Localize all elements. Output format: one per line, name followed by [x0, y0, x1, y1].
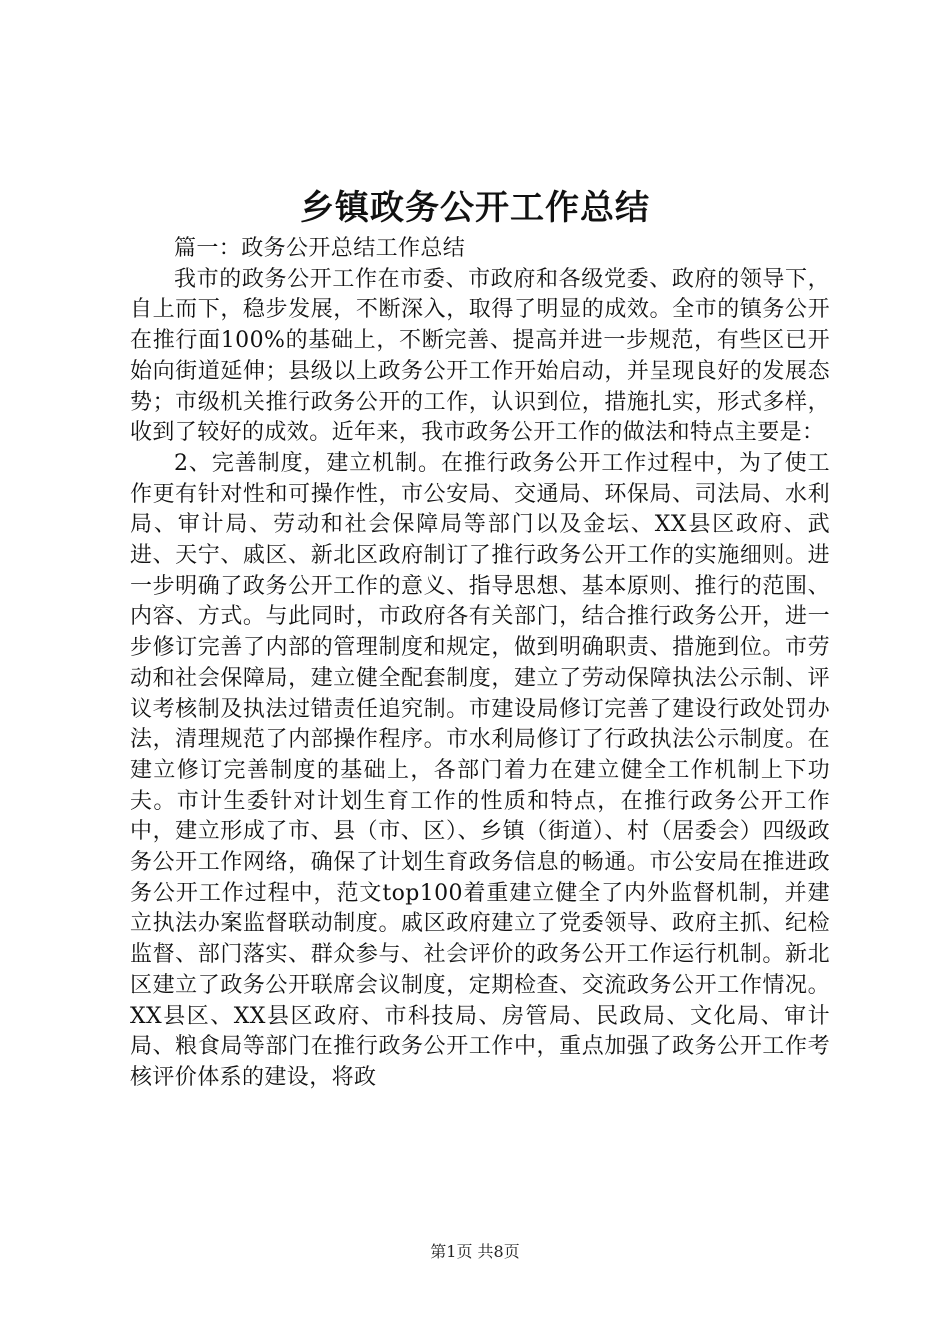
document-body	[130, 234, 830, 1094]
document-title: 乡镇政务公开工作总结	[300, 188, 650, 228]
paragraph-system: 2、完善制度，建立机制。在推行政务公开工作过程中，为了使工作更有针对性和可操作性，市公安局、交通局、环保局、司法局、水利局、审计局、劳动和社会保障局等部门以及金坛、XX县区政府、武进、天宁、戚区、新北区政府制订了推行政务公开工作的实施细则。进一步明确了政务公开工作的意义、指导思想、基本原则、推行的范围、内容、方式。与此同时，市政府各有关部门，结合推行政务公开，进一步修订完善了内部的管理制度和规定，做到明确职责、措施到位。市劳动和社会保障局，建立健全配套制度，建立了劳动保障执法公示制、评议考核制及执法过错责任追究制。市建设局修订完善了建设行政处罚办法，清理规范了内部操作程序。市水利局修订了行政执法公示制度。在建立修订完善制度的基础上，各部门着力在建立健全工作机制上下功夫。市计生委针对计划生育工作的性质和特点，在推行政务公开工作中，建立形成了市、县（市、区）、乡镇（街道）、村（居委会）四级政务公开工作网络，确保了计划生育政务信息的畅通。市公安局在推进政务公开工作过程中，范文top100着重建立健全了内外监督机制，并建立执法办案监督联动制度。戚区政府建立了党委领导、政府主抓、纪检监督、部门落实、群众参与、社会评价的政务公开工作运行机制。新北区建立了政务公开联席会议制度，定期检查、交流政务公开工作情况。XX县区、XX县区政府、市科技局、房管局、民政局、文化局、审计局、粮食局等部门在推行政务公开工作中，重点加强了政务公开工作考核评价体系的建设，将政	[130, 450, 830, 1090]
section-heading: 篇一：政务公开总结工作总结	[174, 236, 466, 261]
paragraph-intro: 我市的政务公开工作在市委、市政府和各级党委、政府的领导下，自上而下，稳步发展，不断深入，取得了明显的成效。全市的镇务公开在推行面100%的基础上，不断完善、提高并进一步规范，有些区已开始向街道延伸；县级以上政务公开工作开始启动，并呈现良好的发展态势；市级机关推行政务公开的工作，认识到位，措施扎实，形式多样，收到了较好的成效。近年来，我市政务公开工作的做法和特点主要是：	[130, 266, 830, 446]
page-number: 第1页 共8页	[430, 1242, 520, 1261]
